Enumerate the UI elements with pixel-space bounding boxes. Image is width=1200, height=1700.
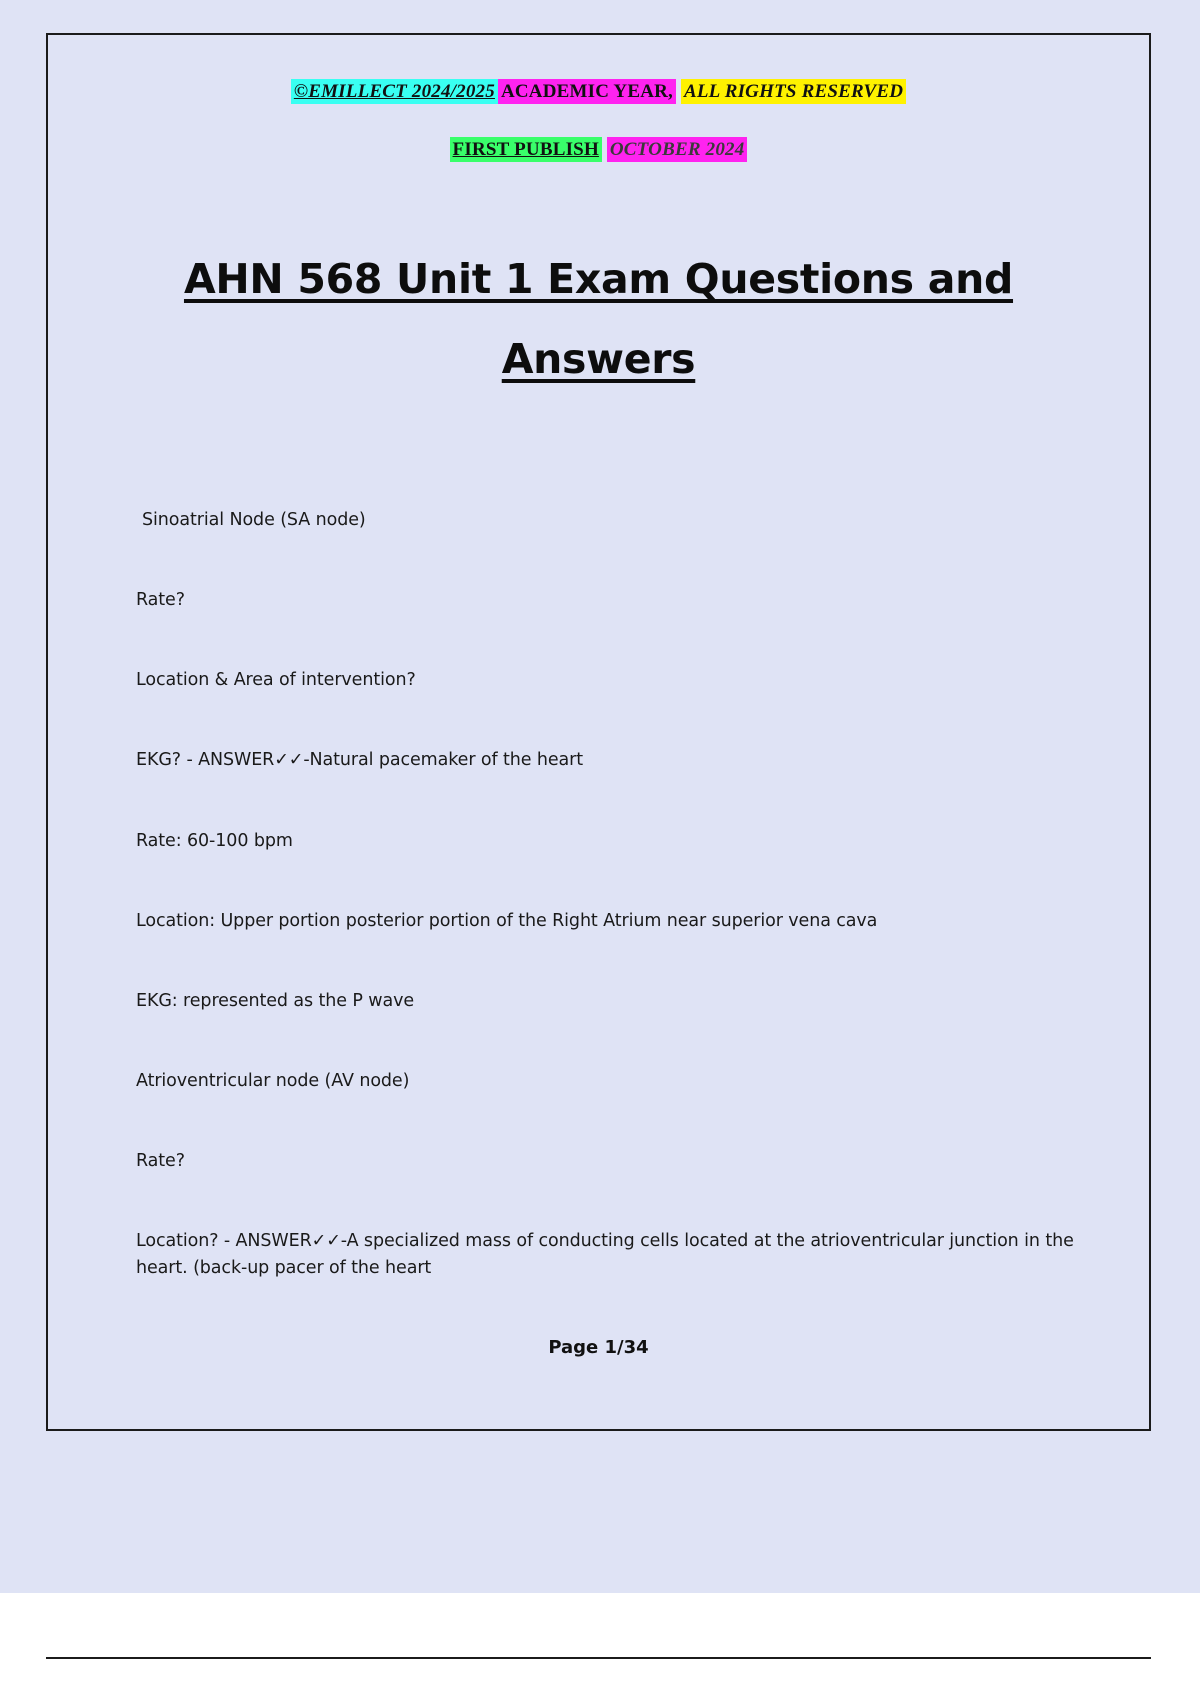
page-number-footer: Page 1/34 bbox=[548, 1337, 649, 1358]
copyright-line-1 bbox=[48, 81, 1149, 103]
body-line: Sinoatrial Node (SA node) bbox=[142, 510, 366, 530]
academic-year: ACADEMIC YEAR, bbox=[498, 79, 676, 104]
body-line: EKG? - ANSWER✓✓-Natural pacemaker of the heart bbox=[136, 750, 584, 771]
publish-line bbox=[48, 139, 1149, 161]
rights-statement: ALL RIGHTS RESERVED bbox=[681, 79, 906, 104]
body-line: EKG: represented as the P wave bbox=[136, 990, 415, 1011]
publish-date: OCTOBER 2024 bbox=[607, 137, 748, 162]
page-title bbox=[128, 240, 1069, 400]
document-frame bbox=[46, 33, 1151, 1431]
first-publish-label: FIRST PUBLISH bbox=[450, 137, 602, 162]
body-line: Location & Area of intervention? bbox=[136, 670, 416, 691]
document-body bbox=[136, 507, 1089, 1335]
document-content bbox=[48, 35, 1149, 1429]
next-page-top-border bbox=[46, 1657, 1151, 1659]
body-line: Rate: 60-100 bpm bbox=[136, 830, 293, 851]
page-title-line-1: AHN 568 Unit 1 Exam Questions and bbox=[183, 255, 1014, 303]
body-line: Rate? bbox=[136, 1151, 185, 1171]
body-line: Location: Upper portion posterior portion of the Right Atrium near superior vena cava bbox=[136, 910, 878, 931]
body-line: Location? - ANSWER✓✓-A specialized mass of conducting cells located at the atrioventricular junction in the heart. (back-up pacer of the heart bbox=[136, 1231, 1074, 1279]
body-line: Rate? bbox=[136, 590, 185, 611]
page-title-line-2: Answers bbox=[501, 334, 696, 383]
body-line: Atrioventricular node (AV node) bbox=[136, 1070, 410, 1091]
copyright-owner: ©EMILLECT 2024/2025 bbox=[291, 79, 498, 104]
